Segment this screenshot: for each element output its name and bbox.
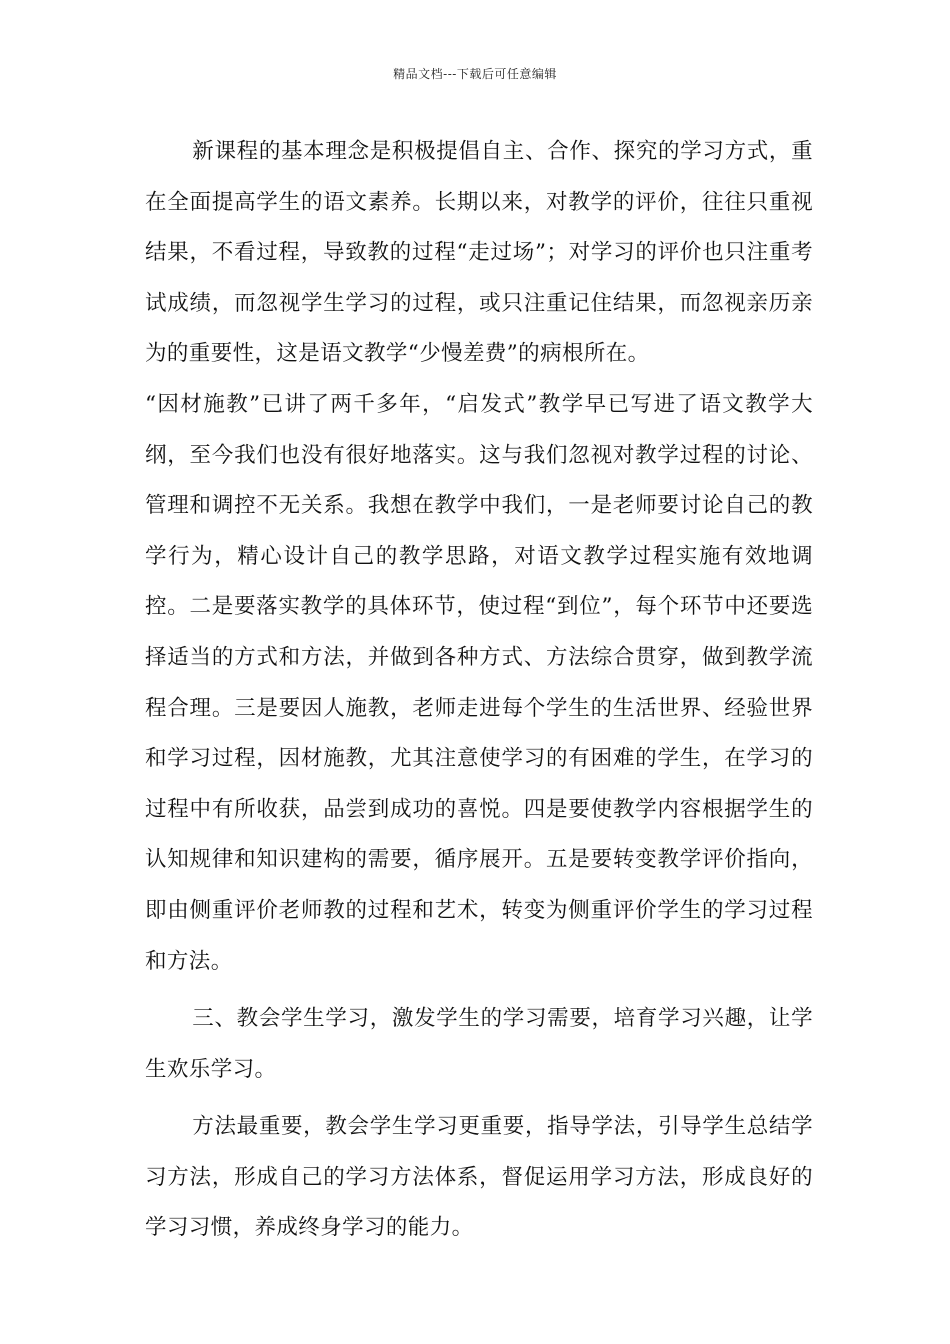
paragraph-3: 三、教会学生学习，激发学生的学习需要，培育学习兴趣，让学生欢乐学习。 <box>145 1006 813 1082</box>
page-header: 精品文档---下载后可任意编辑 <box>393 67 557 81</box>
paragraph-2: “因材施教”已讲了两千多年，“启发式”教学早已写进了语文教学大纲，至今我们也没有很好地落实。这与我们忽视对教学过程的讨论、管理和调控不无关系。我想在教学中我们，一是老师要讨论自己的教学行为，精心设计自己的教学思路，对语文教学过程实施有效地调控。二是要落实教学的具体环节，使过程“到位”，每个环节中还要选择适当的方式和方法，并做到各种方式、方法综合贯穿，做到教学流程合理。三是要因人施教，老师走进每个学生的生活世界、经验世界和学习过程，因材施教，尤其注意使学习的有困难的学生，在学习的过程中有所收获，品尝到成功的喜悦。四是要使教学内容根据学生的认知规律和知识建构的需要，循序展开。五是要转变教学评价指向，即由侧重评价老师教的过程和艺术，转变为侧重评价学生的学习过程和方法。 <box>145 391 813 974</box>
paragraph-1: 新课程的基本理念是积极提倡自主、合作、探究的学习方式，重在全面提高学生的语文素养。长期以来，对教学的评价，往往只重视结果，不看过程，导致教的过程“走过场”；对学习的评价也只注重考试成绩，而忽视学生学习的过程，或只注重记住结果，而忽视亲历亲为的重要性，这是语文教学“少慢差费”的病根所在。 <box>145 139 813 367</box>
paragraph-4: 方法最重要，教会学生学习更重要，指导学法，引导学生总结学习方法，形成自己的学习方法体系，督促运用学习方法，形成良好的学习习惯，养成终身学习的能力。 <box>145 1114 813 1241</box>
document-body <box>145 127 813 1254</box>
